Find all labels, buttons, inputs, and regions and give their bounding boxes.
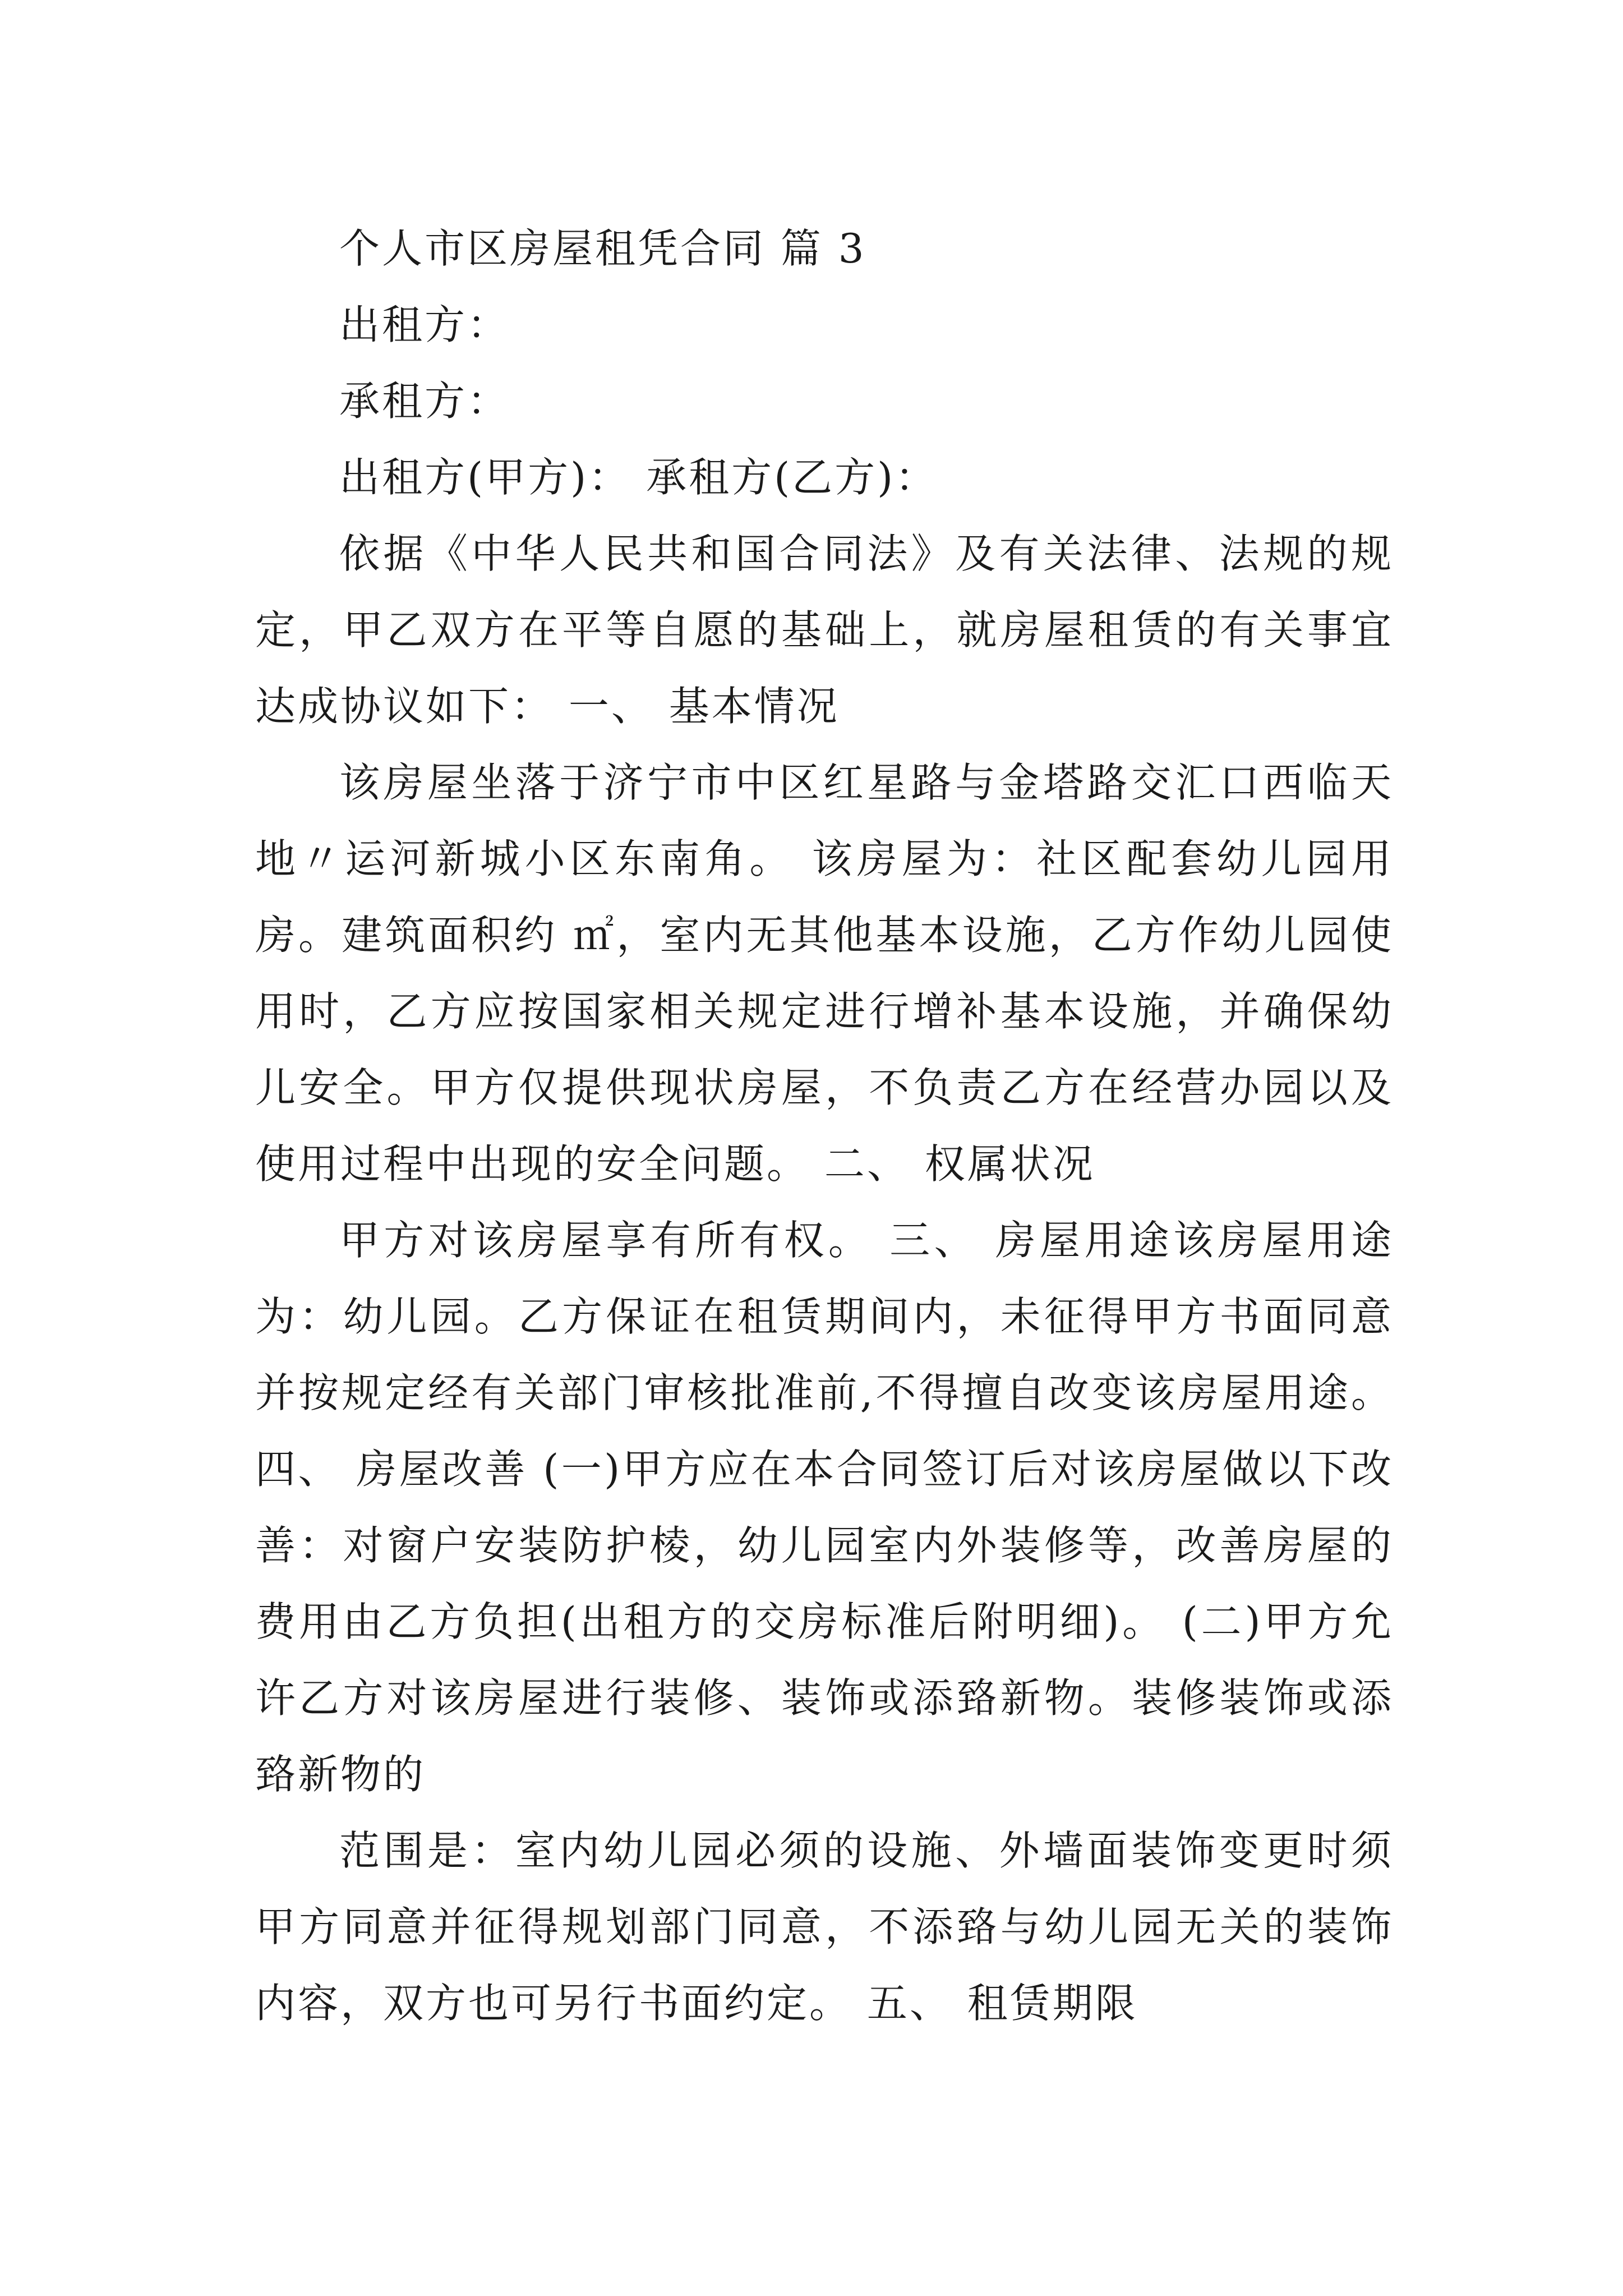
paragraph-scope: 范围是：室内幼儿园必须的设施、外墙面装饰变更时须甲方同意并征得规划部门同意，不添臵与幼儿园无关的装饰内容，双方也可另行书面约定。 五、 租赁期限	[255, 1827, 1394, 2027]
parties-line: 出租方(甲方)： 承租方(乙方)：	[339, 454, 938, 501]
paragraph-ownership-use: 甲方对该房屋享有所有权。 三、 房屋用途该房屋用途为：幼儿园。乙方保证在租赁期间内，未征得甲方书面同意并按规定经有关部门审核批准前,不得擅自改变该房屋用途。四、 房屋改善 (一)甲方应在本合同签订后对该房屋做以下改善：对窗户安装防护棱，幼儿园室内外装修等，改善房屋的费用由乙方负担(出租方的交房标准后附明细)。 (二)甲方允许乙方对该房屋进行装修、装饰或添臵新物。装修装饰或添臵新物的	[255, 1217, 1394, 1798]
paragraph-basis: 依据《中华人民共和国合同法》及有关法律、法规的规定，甲乙双方在平等自愿的基础上，就房屋租赁的有关事宜达成协议如下： 一、 基本情况	[255, 530, 1394, 730]
lessee-label: 承租方：	[339, 378, 510, 425]
lessor-label: 出租方：	[339, 301, 510, 348]
document-heading: 个人市区房屋租凭合同 篇 3	[339, 225, 866, 272]
document-body	[255, 210, 1394, 2041]
paragraph-location: 该房屋坐落于济宁市中区红星路与金塔路交汇口西临天地〃运河新城小区东南角。 该房屋为：社区配套幼儿园用房。建筑面积约 ㎡，室内无其他基本设施，乙方作幼儿园使用时，乙方应按国家相关规定进行增补基本设施，并确保幼儿安全。甲方仅提供现状房屋，不负责乙方在经营办园以及使用过程中出现的安全问题。 二、 权属状况	[255, 759, 1394, 1188]
